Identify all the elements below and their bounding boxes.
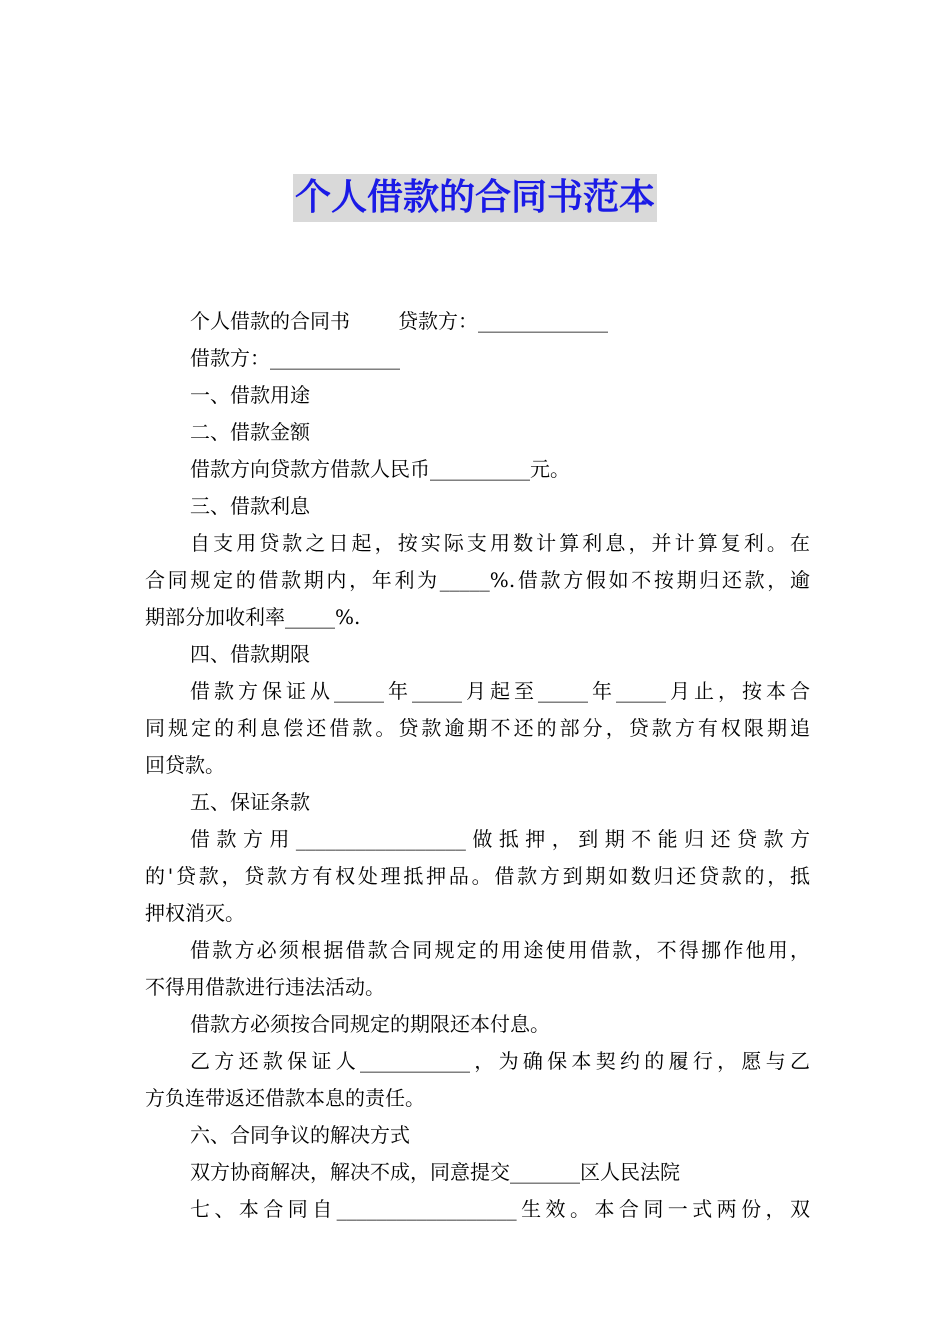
paragraph-line: 自支用贷款之日起，按实际支用数计算利息，并计算复利。在 bbox=[190, 531, 810, 555]
paragraph-line: 方负连带返还借款本息的责任。 bbox=[145, 1086, 425, 1110]
document-title-wrap bbox=[0, 174, 950, 222]
section-heading-7: 七、本合同自__________________生效。本合同一式两份，双 bbox=[190, 1197, 810, 1221]
paragraph-line: 乙方还款保证人___________，为确保本契约的履行，愿与乙 bbox=[190, 1049, 810, 1073]
paragraph-line: 的'贷款，贷款方有权处理抵押品。借款方到期如数归还贷款的，抵 bbox=[145, 864, 810, 888]
section-heading-5: 五、保证条款 bbox=[190, 790, 310, 814]
loan-amount-line: 借款方向贷款方借款人民币__________元。 bbox=[190, 457, 570, 481]
section-heading-3: 三、借款利息 bbox=[190, 494, 310, 518]
paragraph-line: 双方协商解决，解决不成，同意提交_______区人民法院 bbox=[190, 1160, 680, 1184]
section-heading-4: 四、借款期限 bbox=[190, 642, 310, 666]
paragraph-line: 同规定的利息偿还借款。贷款逾期不还的部分，贷款方有权限期追 bbox=[145, 716, 810, 740]
paragraph-line: 借款方保证从_____年_____月起至_____年_____月止，按本合 bbox=[190, 679, 810, 703]
contract-label: 个人借款的合同书 bbox=[190, 309, 350, 333]
paragraph-line: 合同规定的借款期内，年利为_____%.借款方假如不按期归还款，逾 bbox=[145, 568, 810, 592]
header-line bbox=[145, 303, 810, 340]
document-title: 个人借款的合同书范本 bbox=[293, 174, 657, 222]
paragraph-line: 借款方必须根据借款合同规定的用途使用借款，不得挪作他用， bbox=[190, 938, 810, 962]
paragraph-line: 回贷款。 bbox=[145, 753, 225, 777]
section-heading-2: 二、借款金额 bbox=[190, 420, 310, 444]
contract-body bbox=[145, 303, 810, 1228]
section-heading-6: 六、合同争议的解决方式 bbox=[190, 1123, 410, 1147]
paragraph-line: 不得用借款进行违法活动。 bbox=[145, 975, 385, 999]
paragraph-line: 借款方用_________________做抵押，到期不能归还贷款方 bbox=[190, 827, 810, 851]
paragraph-line: 押权消灭。 bbox=[145, 901, 245, 925]
borrower-field: 借款方：_____________ bbox=[190, 346, 400, 370]
lender-field: 贷款方：_____________ bbox=[398, 309, 608, 333]
paragraph-line: 期部分加收利率_____%. bbox=[145, 605, 361, 629]
section-heading-1: 一、借款用途 bbox=[190, 383, 310, 407]
paragraph-line: 借款方必须按合同规定的期限还本付息。 bbox=[190, 1012, 550, 1036]
